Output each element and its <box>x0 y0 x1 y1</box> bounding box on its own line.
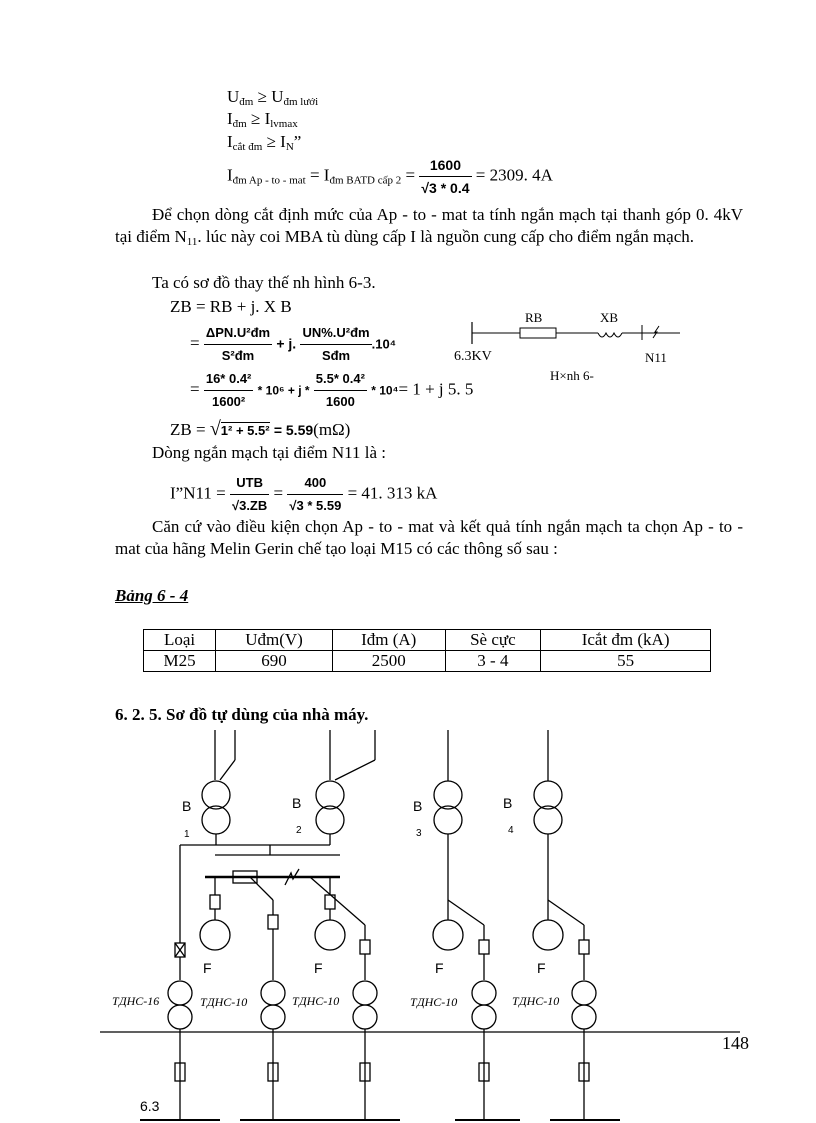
caption: H×nh 6- <box>550 368 594 383</box>
zb-line-4: ZB = √1² + 5.5² = 5.59(mΩ) <box>170 418 351 440</box>
node-label: N11 <box>645 350 667 365</box>
cond-line-4: $I_{đm Ap - to - mat} = I_{đm BATD cấp 2}$ = $\frac{1600}{√3 * 0.4}$ = 2309. 4A <box>227 154 553 199</box>
f-label: F <box>203 960 212 976</box>
x-label: XB <box>600 310 619 325</box>
b-num: 4 <box>508 825 514 836</box>
voltage-label: 6.3KV <box>454 349 492 364</box>
header-cell: Sè cực <box>445 630 541 651</box>
cond-line-3: $I_{cắt đm} \ge I_N$” <box>227 132 302 153</box>
table-header-row <box>144 630 711 651</box>
b-label: B <box>503 795 513 811</box>
paragraph-2: Ta có sơ đồ thay thế nh hình 6-3. <box>152 273 376 292</box>
header-cell: Uđm(V) <box>216 630 333 651</box>
aux-label: ТДНС-16 <box>112 994 160 1008</box>
aux-label: ТДНС-10 <box>410 995 458 1009</box>
table-cell: 690 <box>216 651 333 672</box>
zb-line-3: = $\frac{\text{16* 0.4²}}{\text{1600²}}$ * 10⁶ + j * $\frac{\text{5.5* 0.4²}}{1600}$ * 10⁴= 1 + j 5. 5 <box>190 368 473 413</box>
current-fraction: $\frac{1600}{√3 * 0.4}$ <box>419 154 471 199</box>
table-cell: 3 - 4 <box>445 651 541 672</box>
b-label: B <box>413 798 423 814</box>
header-cell: Loại <box>144 630 216 651</box>
paragraph-3: Dòng ngắn mạch tại điểm N11 là : <box>152 443 387 462</box>
aux-label: ТДНС-10 <box>292 994 340 1008</box>
cond-line-1: $U_{đm} \ge U_{đm lưới}$ <box>227 87 319 108</box>
b-label: B <box>182 798 192 814</box>
table-cell: 55 <box>541 651 711 672</box>
aux-label: ТДНС-10 <box>512 994 560 1008</box>
page-number: 148 <box>722 1033 749 1053</box>
cond-line-2: $I_{đm} \ge I_{lvmax}$ <box>227 109 298 130</box>
aux-label: ТДНС-10 <box>200 995 248 1009</box>
auxiliary-schematic <box>100 725 740 1123</box>
zb-line-2: = $\frac{\text{ΔPN.U²đm}}{\text{S²đm}}$ + j. $\frac{\text{UN\%.U²đm}}{\text{Sđm}}$ .10⁴ <box>190 322 396 367</box>
table-row <box>144 651 711 672</box>
equivalent-circuit-diagram <box>450 300 700 390</box>
bus-label: 6.3 <box>140 1098 160 1114</box>
b-num: 3 <box>416 828 422 839</box>
b-label: B <box>292 795 302 811</box>
header-cell: Icắt đm (kA) <box>541 630 711 651</box>
f-label: F <box>435 960 444 976</box>
table-title: Bảng 6 - 4 <box>115 586 189 605</box>
spec-table <box>143 629 711 672</box>
b-num: 1 <box>184 829 190 840</box>
f-label: F <box>314 960 323 976</box>
zb-line-1: ZB = RB + j. X B <box>170 297 292 316</box>
paragraph-1: Để chọn dòng cắt định mức của Ap - to - mat ta tính ngắn mạch tại thanh góp 0. 4kV tại điểm $N_{11}$. lúc này coi MBA tù dùng cấp I là nguồn cung cấp cho điểm ngắn mạch. <box>115 205 743 248</box>
table-cell: M25 <box>144 651 216 672</box>
r-label: RB <box>525 310 543 325</box>
f-label: F <box>537 960 546 976</box>
header-cell: Iđm (A) <box>332 630 445 651</box>
fault-current-formula: I”N11 = $\frac{\text{UTB}}{√3.ZB}$ = $\frac{400}{√3 * 5.59}$ = 41. 313 kA <box>170 472 437 517</box>
b-num: 2 <box>296 825 302 836</box>
paragraph-4: Căn cứ vào điều kiện chọn Ap - to - mat và kết quả tính ngắn mạch ta chọn Ap - to - mat của hãng Melin Gerin chế tạo loại M15 có các thông số sau : <box>115 517 743 558</box>
section-heading: 6. 2. 5. Sơ đồ tự dùng của nhà máy. <box>115 705 369 724</box>
table-cell: 2500 <box>332 651 445 672</box>
